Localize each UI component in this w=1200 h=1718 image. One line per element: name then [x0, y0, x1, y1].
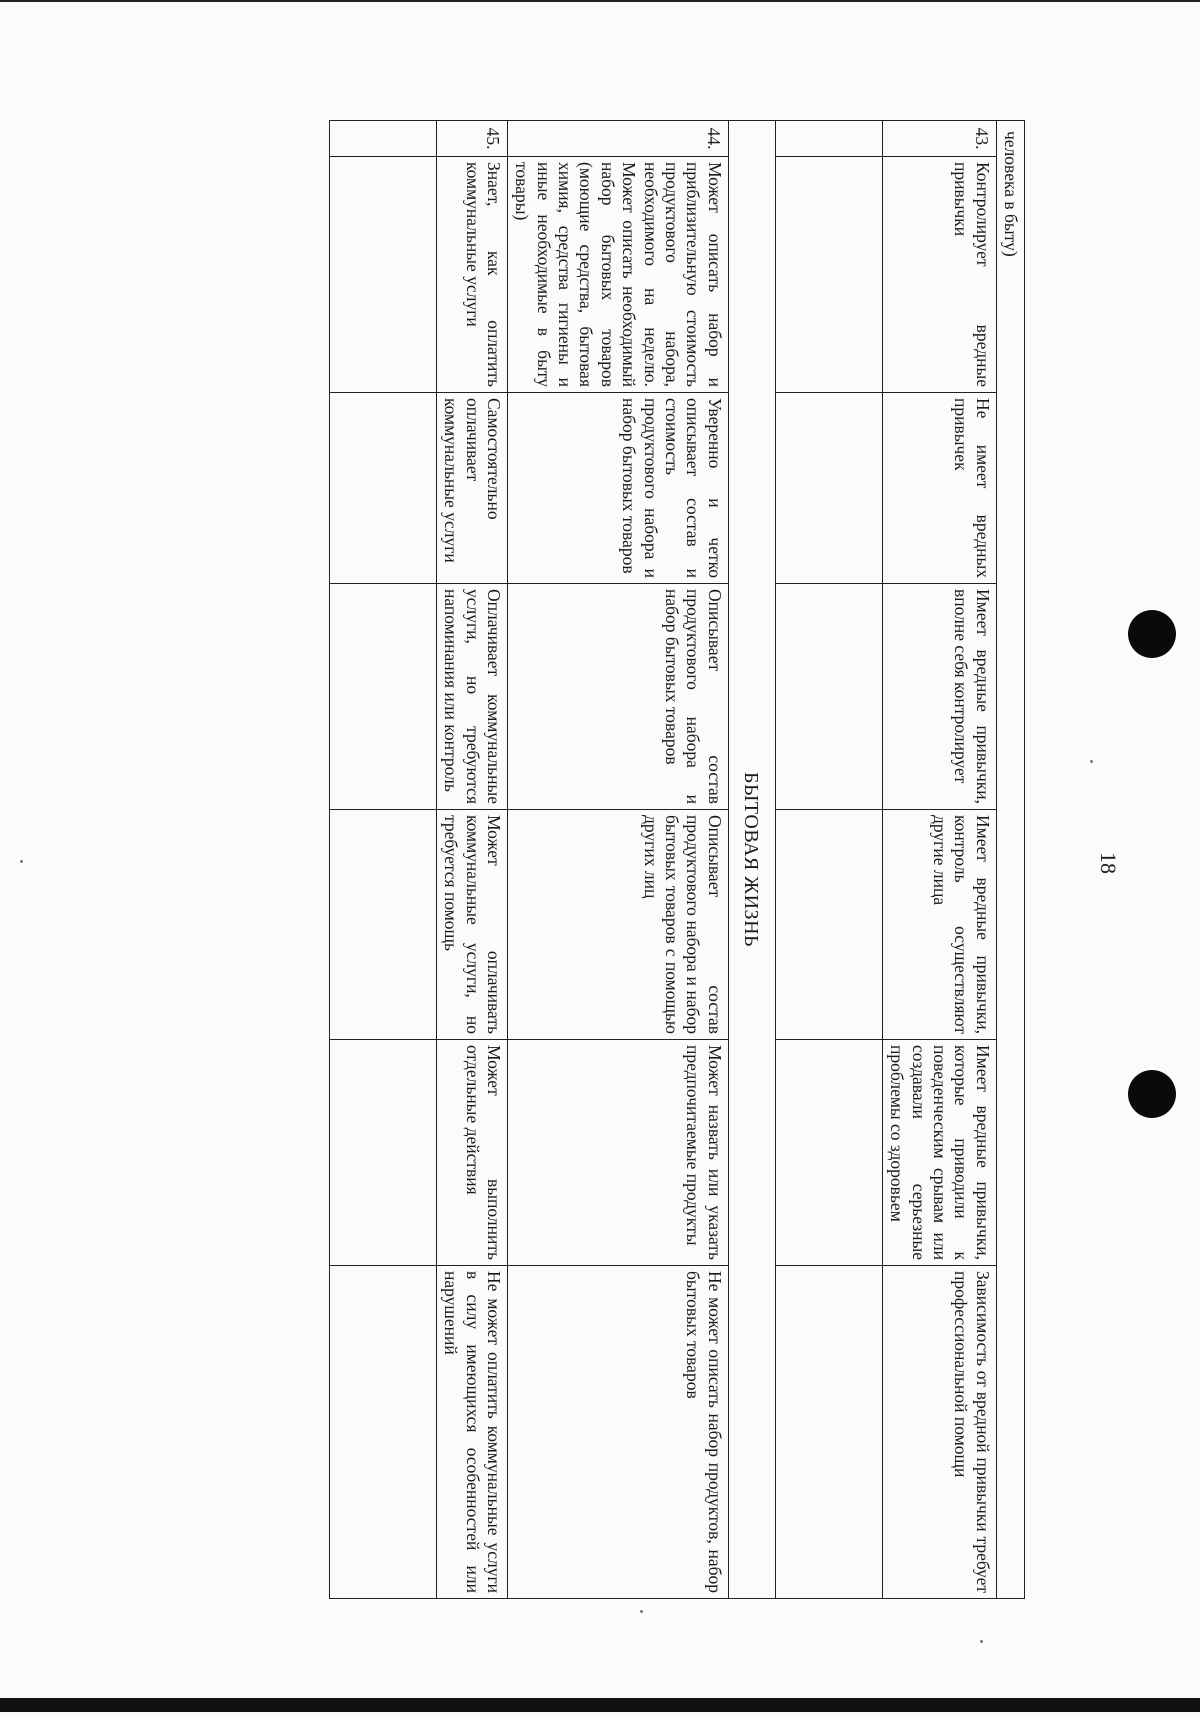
scan-speck	[980, 1640, 983, 1643]
level-cell-1: Не имеет вредных привычек	[882, 393, 996, 584]
level-cell-2: Имеет вредные привычки, вполне себя контролирует	[882, 584, 996, 810]
level-cell-3: Описывает состав продуктового набора и набор бытовых товаров с помощью других лиц	[508, 810, 728, 1040]
scan-speck	[1090, 760, 1093, 763]
level-cell-2: Описывает состав продуктового набора и набор бытовых товаров	[508, 584, 728, 810]
level-cell-1: Самостоятельно оплачивает коммунальные услуги	[437, 393, 508, 584]
assessment-table	[329, 120, 1025, 1599]
level-cell-5: Не может оплатить коммунальные услуги в силу имеющихся особенностей или нарушений	[437, 1266, 508, 1599]
level-cell-4: Может выполнить отдельные действия	[437, 1040, 508, 1266]
level-cell-3: Имеет вредные привычки, контроль осуществляют другие лица	[882, 810, 996, 1040]
row-number: 44.	[508, 121, 728, 157]
scan-edge-bottom	[0, 1698, 1200, 1712]
continuation-row	[996, 121, 1024, 1599]
scan-speck	[640, 1610, 643, 1613]
scan-speck	[20, 860, 23, 863]
level-cell-1: Уверенно и четко описывает состав и стоимость продуктового набора и набор бытовых товаров	[508, 393, 728, 584]
punch-hole-upper	[1128, 610, 1176, 658]
level-cell-4: Может назвать или указать предпочитаемые продукты	[508, 1040, 728, 1266]
row-number: 45.	[437, 121, 508, 157]
page-number: 18	[1096, 852, 1121, 874]
level-cell-3: Может оплачивать коммунальные услуги, но требуется помощь	[437, 810, 508, 1040]
level-cell-4: Имеет вредные привычки, которые приводили к поведенческим срывам или создавали серьезные проблемы со здоровьем	[882, 1040, 996, 1266]
table-row-43-spacer	[775, 121, 882, 1599]
criterion-cell: Контролирует вредные привычки	[882, 157, 996, 393]
section-row	[728, 121, 775, 1599]
table-row-45	[437, 121, 508, 1599]
row-number: 43.	[882, 121, 996, 157]
continuation-text: человека в быту)	[996, 121, 1024, 1599]
criterion-cell: Может описать набор и приблизительную стоимость продуктового набора, необходимого на неделю. Может описать необходимый набор бытовых товаров (моющие средства, бытовая химия, средства гигиены и иные необходимые в быту товары)	[508, 157, 728, 393]
section-title: БЫТОВАЯ ЖИЗНЬ	[728, 121, 775, 1599]
rotated-page-content	[103, 120, 1025, 1598]
table-row-44	[508, 121, 728, 1599]
scan-edge-top	[0, 0, 1200, 2]
punch-hole-lower	[1128, 1070, 1176, 1118]
level-cell-5: Зависимость от вредной привычки требует профессиональной помощи	[882, 1266, 996, 1599]
table-row-43	[882, 121, 996, 1599]
table-row-45-spacer	[330, 121, 437, 1599]
criterion-cell: Знает, как оплатить коммунальные услуги	[437, 157, 508, 393]
level-cell-5: Не может описать набор продуктов, набор бытовых товаров	[508, 1266, 728, 1599]
level-cell-2: Оплачивает коммунальные услуги, но требуются напоминания или контроль	[437, 584, 508, 810]
